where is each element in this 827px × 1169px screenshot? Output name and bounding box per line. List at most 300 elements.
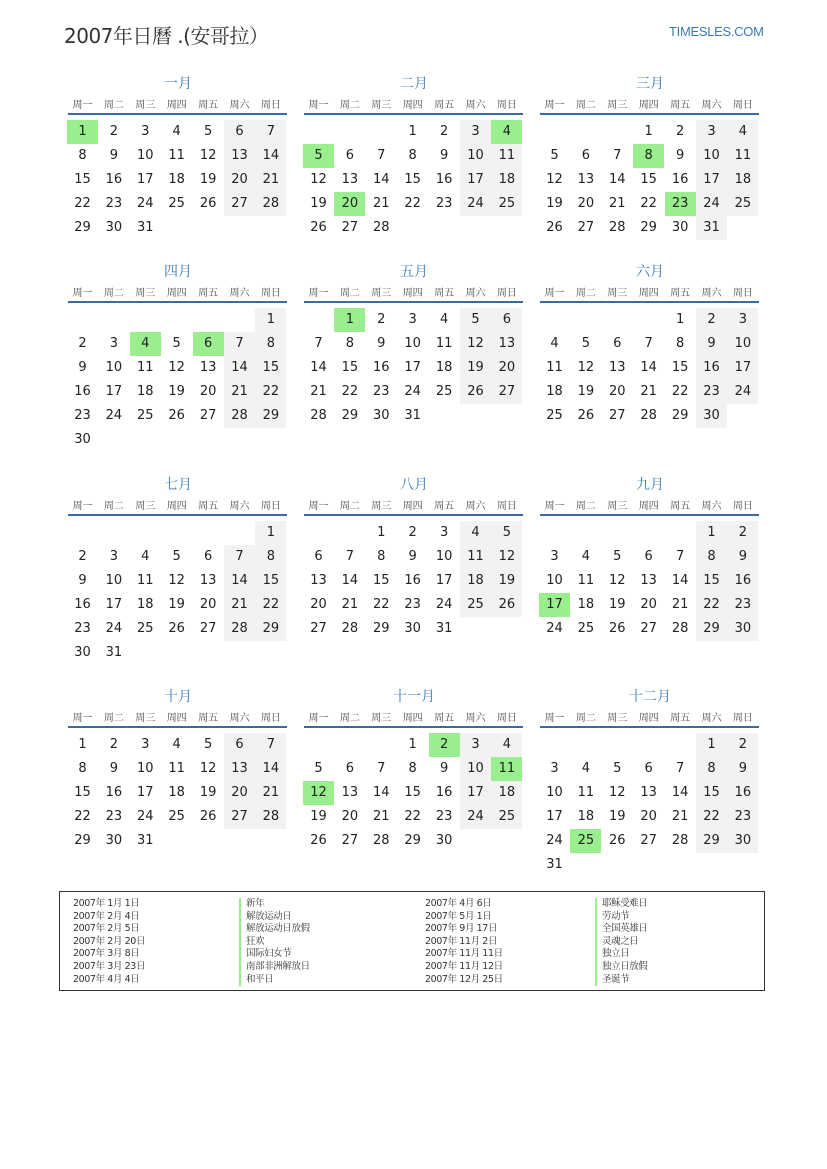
day-cell: 20 xyxy=(199,384,217,399)
day-cell: 10 xyxy=(546,785,563,800)
day-cell: 15 xyxy=(341,360,359,375)
weekday-header: 周六 xyxy=(701,501,722,512)
legend-holiday-name: 耶稣受难日 xyxy=(595,898,648,911)
day-cell: 28 xyxy=(231,408,248,423)
day-cell: 21 xyxy=(231,597,248,612)
day-cell: 28 xyxy=(373,220,390,235)
day-cell: 20 xyxy=(310,597,327,612)
holiday-day-cell: 4 xyxy=(130,332,161,356)
day-cell: 3 xyxy=(141,124,150,139)
day-cell: 2 xyxy=(109,124,119,139)
day-cell: 26 xyxy=(609,833,626,848)
weekday-header: 周四 xyxy=(638,501,659,512)
day-cell: 18 xyxy=(577,597,595,612)
weekday-header: 周一 xyxy=(544,713,565,724)
day-cell: 12 xyxy=(577,360,595,375)
day-cell: 11 xyxy=(467,549,484,564)
day-cell: 25 xyxy=(734,196,752,211)
day-cell: 17 xyxy=(546,809,563,824)
day-cell: 5 xyxy=(550,148,559,163)
day-cell: 30 xyxy=(671,220,689,235)
day-cell: 2 xyxy=(78,549,87,564)
day-cell: 4 xyxy=(172,124,181,139)
day-cell: 26 xyxy=(310,833,327,848)
day-cell: 7 xyxy=(235,549,244,564)
day-cell: 10 xyxy=(404,336,421,351)
weekday-header: 周四 xyxy=(402,501,423,512)
day-cell: 5 xyxy=(613,549,622,564)
day-cell: 6 xyxy=(644,761,653,776)
weekday-header: 周三 xyxy=(607,100,628,111)
day-cell: 4 xyxy=(550,336,559,351)
weekday-header: 周四 xyxy=(166,713,187,724)
weekday-header: 周五 xyxy=(198,713,219,724)
day-cell: 7 xyxy=(235,336,244,351)
weekday-header: 周六 xyxy=(465,713,486,724)
legend-date: 2007年 2月 20日 xyxy=(73,935,146,947)
day-cell: 24 xyxy=(404,384,421,399)
day-cell: 9 xyxy=(738,549,748,564)
day-cell: 15 xyxy=(404,172,421,187)
weekday-header: 周三 xyxy=(607,501,628,512)
day-cell: 15 xyxy=(74,785,91,800)
weekday-header: 周一 xyxy=(308,288,329,299)
header-rule xyxy=(304,301,523,303)
day-cell: 7 xyxy=(345,549,355,564)
day-cell: 26 xyxy=(310,220,327,235)
day-cell: 28 xyxy=(262,809,280,824)
day-cell: 16 xyxy=(435,172,453,187)
weekday-header: 周一 xyxy=(72,713,93,724)
day-cell: 2 xyxy=(675,124,685,139)
day-cell: 24 xyxy=(546,621,563,636)
day-cell: 29 xyxy=(262,408,280,423)
day-cell: 5 xyxy=(172,549,181,564)
weekday-header: 周四 xyxy=(638,288,659,299)
day-cell: 28 xyxy=(609,220,626,235)
day-cell: 21 xyxy=(310,384,327,399)
weekday-header: 周六 xyxy=(701,713,722,724)
day-cell: 30 xyxy=(373,408,390,423)
day-cell: 13 xyxy=(341,172,359,187)
day-cell: 15 xyxy=(640,172,657,187)
day-cell: 15 xyxy=(74,172,91,187)
weekday-header: 周五 xyxy=(670,288,691,299)
day-cell: 30 xyxy=(74,645,91,660)
day-cell: 13 xyxy=(310,573,327,588)
legend-date: 2007年 3月 8日 xyxy=(73,948,140,960)
day-cell: 8 xyxy=(377,549,386,564)
day-cell: 23 xyxy=(734,597,752,612)
weekday-header: 周三 xyxy=(371,288,392,299)
weekday-header: 周日 xyxy=(260,100,281,111)
day-cell: 10 xyxy=(137,761,154,776)
day-cell: 20 xyxy=(640,597,657,612)
day-cell: 18 xyxy=(577,809,595,824)
day-cell: 17 xyxy=(105,384,123,399)
day-cell: 3 xyxy=(109,549,119,564)
day-cell: 18 xyxy=(467,573,484,588)
day-cell: 16 xyxy=(734,573,752,588)
day-cell: 2 xyxy=(439,124,449,139)
day-cell: 19 xyxy=(609,597,626,612)
weekday-header: 周日 xyxy=(732,713,753,724)
day-cell: 20 xyxy=(609,384,626,399)
day-cell: 18 xyxy=(137,597,154,612)
header-rule xyxy=(304,514,523,516)
weekday-header: 周二 xyxy=(575,501,596,512)
day-cell: 7 xyxy=(377,148,386,163)
day-cell: 27 xyxy=(199,621,217,636)
header-rule xyxy=(68,301,287,303)
day-cell: 24 xyxy=(703,196,720,211)
day-cell: 23 xyxy=(105,809,123,824)
day-cell: 11 xyxy=(137,573,154,588)
day-cell: 23 xyxy=(435,809,453,824)
day-cell: 25 xyxy=(498,809,516,824)
day-cell: 18 xyxy=(168,785,185,800)
day-cell: 26 xyxy=(168,408,185,423)
legend-holiday-name: 解放运动日 xyxy=(239,911,310,924)
holiday-day-cell: 5 xyxy=(303,144,334,168)
holiday-day-cell: 20 xyxy=(334,192,365,216)
weekday-header: 周六 xyxy=(229,713,250,724)
day-cell: 5 xyxy=(581,336,591,351)
day-cell: 9 xyxy=(78,360,87,375)
legend-date: 2007年 2月 5日 xyxy=(73,923,140,935)
day-cell: 21 xyxy=(231,384,248,399)
weekday-header: 周一 xyxy=(72,288,93,299)
day-cell: 17 xyxy=(105,597,123,612)
day-cell: 4 xyxy=(581,549,591,564)
holiday-day-cell: 1 xyxy=(67,120,98,144)
legend-holiday-name: 新年 xyxy=(239,898,310,911)
weekday-header: 周五 xyxy=(670,100,691,111)
day-cell: 13 xyxy=(341,785,359,800)
day-cell: 21 xyxy=(373,809,390,824)
holiday-day-cell: 6 xyxy=(193,332,224,356)
day-cell: 20 xyxy=(577,196,595,211)
day-cell: 20 xyxy=(498,360,516,375)
weekday-header: 周四 xyxy=(638,713,659,724)
day-cell: 16 xyxy=(404,573,421,588)
weekday-header: 周五 xyxy=(198,501,219,512)
day-cell: 27 xyxy=(310,621,327,636)
day-cell: 19 xyxy=(546,196,563,211)
day-cell: 7 xyxy=(377,761,386,776)
day-cell: 3 xyxy=(141,737,150,752)
day-cell: 30 xyxy=(703,408,720,423)
day-cell: 30 xyxy=(734,621,752,636)
legend-holiday-name: 独立日放假 xyxy=(595,961,648,974)
day-cell: 23 xyxy=(734,809,752,824)
header-rule xyxy=(304,726,523,728)
holiday-day-cell: 2 xyxy=(429,733,460,757)
day-cell: 12 xyxy=(310,172,327,187)
day-cell: 30 xyxy=(105,220,123,235)
day-cell: 19 xyxy=(498,573,516,588)
day-cell: 28 xyxy=(640,408,657,423)
legend-holiday-name: 全国英雄日 xyxy=(595,923,648,936)
day-cell: 6 xyxy=(314,549,323,564)
weekday-header: 周三 xyxy=(135,288,156,299)
day-cell: 29 xyxy=(703,621,720,636)
legend-date: 2007年 2月 4日 xyxy=(73,910,140,922)
legend-holiday-name: 独立日 xyxy=(595,948,648,961)
day-cell: 1 xyxy=(707,525,716,540)
day-cell: 29 xyxy=(640,220,657,235)
day-cell: 28 xyxy=(671,833,689,848)
holiday-day-cell: 25 xyxy=(570,829,601,853)
weekday-header: 周一 xyxy=(72,100,93,111)
month-name: 五月 xyxy=(400,264,428,280)
weekday-header: 周日 xyxy=(496,100,517,111)
weekday-header: 周二 xyxy=(575,713,596,724)
legend-holiday-name: 和平日 xyxy=(239,974,310,987)
day-cell: 16 xyxy=(734,785,752,800)
weekday-header: 周六 xyxy=(465,501,486,512)
day-cell: 16 xyxy=(671,172,689,187)
weekday-header: 周二 xyxy=(103,501,124,512)
weekday-header: 周五 xyxy=(198,100,219,111)
day-cell: 13 xyxy=(640,785,657,800)
day-cell: 7 xyxy=(675,761,685,776)
day-cell: 25 xyxy=(137,408,154,423)
day-cell: 21 xyxy=(373,196,390,211)
weekday-header: 周日 xyxy=(496,288,517,299)
day-cell: 19 xyxy=(168,597,185,612)
day-cell: 2 xyxy=(78,336,87,351)
weekday-header: 周二 xyxy=(339,288,360,299)
day-cell: 22 xyxy=(404,809,421,824)
day-cell: 8 xyxy=(345,336,355,351)
weekday-header: 周三 xyxy=(371,501,392,512)
weekday-header: 周六 xyxy=(229,288,250,299)
day-cell: 9 xyxy=(408,549,417,564)
day-cell: 23 xyxy=(703,384,720,399)
day-cell: 6 xyxy=(644,549,653,564)
day-cell: 11 xyxy=(168,761,185,776)
weekday-header: 周六 xyxy=(465,288,486,299)
weekday-header: 周日 xyxy=(732,288,753,299)
legend-names-right xyxy=(595,898,648,986)
day-cell: 13 xyxy=(640,573,657,588)
weekday-header: 周日 xyxy=(260,501,281,512)
day-cell: 9 xyxy=(109,148,119,163)
day-cell: 29 xyxy=(373,621,390,636)
day-cell: 16 xyxy=(105,785,123,800)
day-cell: 1 xyxy=(78,737,87,752)
day-cell: 23 xyxy=(74,408,91,423)
day-cell: 10 xyxy=(105,360,123,375)
legend-date: 2007年 5月 1日 xyxy=(425,910,492,922)
day-cell: 22 xyxy=(404,196,421,211)
day-cell: 7 xyxy=(266,124,276,139)
day-cell: 24 xyxy=(105,408,123,423)
day-cell: 2 xyxy=(408,525,417,540)
weekday-header: 周四 xyxy=(166,501,187,512)
day-cell: 1 xyxy=(408,124,417,139)
month-name: 十一月 xyxy=(393,689,435,705)
day-cell: 21 xyxy=(671,597,689,612)
day-cell: 11 xyxy=(168,148,185,163)
day-cell: 17 xyxy=(703,172,720,187)
day-cell: 26 xyxy=(199,196,217,211)
day-cell: 27 xyxy=(341,833,359,848)
day-cell: 10 xyxy=(137,148,154,163)
day-cell: 8 xyxy=(408,761,417,776)
day-cell: 29 xyxy=(404,833,421,848)
day-cell: 21 xyxy=(262,785,280,800)
day-cell: 10 xyxy=(435,549,453,564)
day-cell: 22 xyxy=(703,597,720,612)
day-cell: 17 xyxy=(435,573,453,588)
day-cell: 30 xyxy=(74,432,91,447)
weekday-header: 周五 xyxy=(198,288,219,299)
day-cell: 18 xyxy=(168,172,185,187)
day-cell: 17 xyxy=(734,360,752,375)
day-cell: 8 xyxy=(707,761,716,776)
day-cell: 13 xyxy=(199,573,217,588)
day-cell: 6 xyxy=(581,148,591,163)
day-cell: 13 xyxy=(231,148,248,163)
weekday-header: 周日 xyxy=(260,288,281,299)
day-cell: 1 xyxy=(408,737,417,752)
day-cell: 14 xyxy=(373,785,390,800)
day-cell: 13 xyxy=(199,360,217,375)
day-cell: 26 xyxy=(199,809,217,824)
day-cell: 8 xyxy=(408,148,417,163)
weekday-header: 周三 xyxy=(607,288,628,299)
day-cell: 1 xyxy=(377,525,386,540)
day-cell: 19 xyxy=(199,785,217,800)
legend-date: 2007年 1月 1日 xyxy=(73,898,140,909)
legend-date: 2007年 4月 6日 xyxy=(425,898,492,909)
day-cell: 6 xyxy=(345,148,355,163)
day-cell: 9 xyxy=(707,336,716,351)
day-cell: 3 xyxy=(471,737,480,752)
day-cell: 22 xyxy=(74,196,91,211)
legend-date: 2007年 3月 23日 xyxy=(73,960,146,972)
day-cell: 24 xyxy=(734,384,752,399)
site-logo-link[interactable]: TIMESLES.COM xyxy=(669,24,764,39)
day-cell: 5 xyxy=(203,124,213,139)
day-cell: 16 xyxy=(435,785,453,800)
day-cell: 1 xyxy=(266,312,276,327)
day-cell: 25 xyxy=(498,196,516,211)
weekday-header: 周二 xyxy=(339,501,360,512)
month-name: 八月 xyxy=(400,477,428,493)
day-cell: 24 xyxy=(467,196,484,211)
day-cell: 6 xyxy=(345,761,355,776)
day-cell: 17 xyxy=(137,172,154,187)
day-cell: 7 xyxy=(644,336,653,351)
day-cell: 30 xyxy=(404,621,421,636)
day-cell: 25 xyxy=(546,408,563,423)
day-cell: 4 xyxy=(502,737,512,752)
day-cell: 19 xyxy=(467,360,484,375)
day-cell: 14 xyxy=(640,360,657,375)
day-cell: 23 xyxy=(435,196,453,211)
month-name: 十月 xyxy=(164,689,192,705)
holiday-day-cell: 17 xyxy=(539,593,570,617)
day-cell: 31 xyxy=(546,857,563,872)
weekday-header: 周四 xyxy=(402,100,423,111)
weekday-header: 周三 xyxy=(371,100,392,111)
day-cell: 21 xyxy=(671,809,689,824)
day-cell: 16 xyxy=(373,360,390,375)
day-cell: 15 xyxy=(703,573,720,588)
day-cell: 18 xyxy=(498,785,516,800)
day-cell: 24 xyxy=(546,833,563,848)
day-cell: 7 xyxy=(613,148,622,163)
weekday-header: 周三 xyxy=(135,100,156,111)
weekday-header: 周一 xyxy=(72,501,93,512)
day-cell: 11 xyxy=(577,573,595,588)
holiday-legend xyxy=(59,891,765,991)
day-cell: 30 xyxy=(734,833,752,848)
day-cell: 15 xyxy=(262,360,280,375)
month-name: 十二月 xyxy=(629,689,671,705)
day-cell: 5 xyxy=(314,761,323,776)
weekday-header: 周三 xyxy=(371,713,392,724)
day-cell: 31 xyxy=(137,220,154,235)
day-cell: 1 xyxy=(707,737,716,752)
day-cell: 10 xyxy=(546,573,563,588)
weekday-header: 周五 xyxy=(434,288,455,299)
day-cell: 6 xyxy=(502,312,512,327)
holiday-day-cell: 11 xyxy=(491,757,522,781)
day-cell: 4 xyxy=(172,737,181,752)
day-cell: 10 xyxy=(703,148,720,163)
day-cell: 20 xyxy=(199,597,217,612)
day-cell: 16 xyxy=(105,172,123,187)
day-cell: 4 xyxy=(439,312,449,327)
day-cell: 12 xyxy=(199,148,217,163)
legend-holiday-name: 灵魂之日 xyxy=(595,936,648,949)
day-cell: 13 xyxy=(231,761,248,776)
weekday-header: 周四 xyxy=(638,100,659,111)
day-cell: 29 xyxy=(341,408,359,423)
day-cell: 31 xyxy=(435,621,453,636)
day-cell: 15 xyxy=(671,360,689,375)
day-cell: 31 xyxy=(105,645,123,660)
legend-date: 2007年 4月 4日 xyxy=(73,973,140,985)
day-cell: 1 xyxy=(644,124,653,139)
weekday-header: 周五 xyxy=(670,713,691,724)
day-cell: 14 xyxy=(373,172,390,187)
weekday-header: 周三 xyxy=(135,713,156,724)
month-name: 四月 xyxy=(164,264,192,280)
day-cell: 25 xyxy=(168,196,185,211)
day-cell: 20 xyxy=(341,809,359,824)
day-cell: 14 xyxy=(262,761,280,776)
weekday-header: 周一 xyxy=(308,501,329,512)
day-cell: 2 xyxy=(377,312,386,327)
day-cell: 2 xyxy=(738,525,748,540)
holiday-day-cell: 12 xyxy=(303,781,334,805)
day-cell: 29 xyxy=(703,833,720,848)
day-cell: 23 xyxy=(373,384,390,399)
day-cell: 31 xyxy=(404,408,421,423)
day-cell: 5 xyxy=(203,737,213,752)
day-cell: 22 xyxy=(262,384,280,399)
weekday-header: 周四 xyxy=(402,288,423,299)
day-cell: 14 xyxy=(671,573,689,588)
legend-holiday-name: 劳动节 xyxy=(595,911,648,924)
day-cell: 19 xyxy=(199,172,217,187)
day-cell: 12 xyxy=(546,172,563,187)
